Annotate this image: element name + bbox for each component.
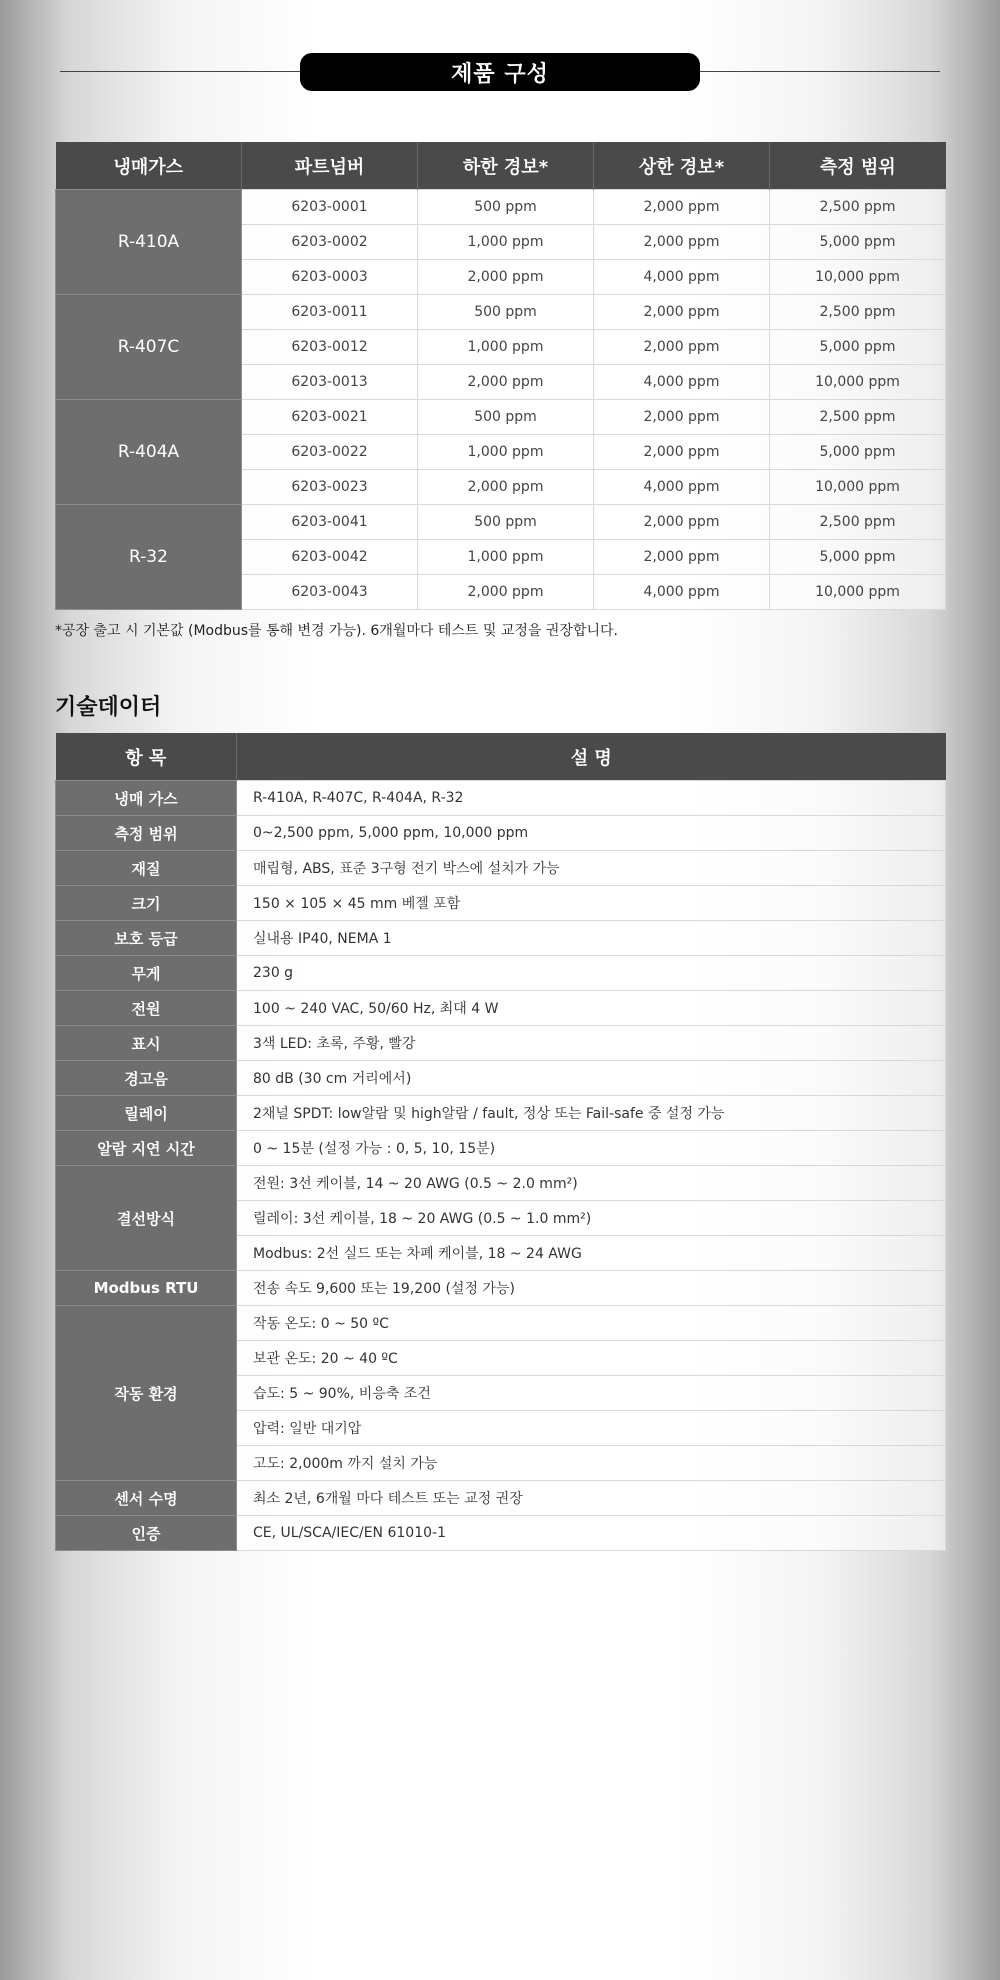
low-alarm-cell: 2,000 ppm — [418, 365, 594, 400]
low-alarm-cell: 1,000 ppm — [418, 330, 594, 365]
low-alarm-cell: 500 ppm — [418, 400, 594, 435]
gas-name-cell: R-410A — [56, 190, 242, 295]
table-row — [56, 190, 946, 225]
table-row — [56, 1061, 946, 1096]
low-alarm-cell: 500 ppm — [418, 295, 594, 330]
low-alarm-cell: 500 ppm — [418, 505, 594, 540]
table-row — [56, 886, 946, 921]
spec-value-cell: 실내용 IP40, NEMA 1 — [237, 921, 946, 956]
spec-label-cell: 보호 등급 — [56, 921, 237, 956]
table-row — [56, 400, 946, 435]
header-high-alarm: 상한 경보* — [594, 142, 770, 190]
part-number-cell: 6203-0042 — [242, 540, 418, 575]
header-description: 설 명 — [237, 733, 946, 781]
low-alarm-cell: 2,000 ppm — [418, 260, 594, 295]
low-alarm-cell: 1,000 ppm — [418, 435, 594, 470]
spec-value-cell: 고도: 2,000m 까지 설치 가능 — [237, 1446, 946, 1481]
spec-label-cell: 무게 — [56, 956, 237, 991]
part-number-cell: 6203-0003 — [242, 260, 418, 295]
table-row — [56, 1096, 946, 1131]
range-cell: 5,000 ppm — [770, 330, 946, 365]
spec-value-cell: R-410A, R-407C, R-404A, R-32 — [237, 781, 946, 816]
section-title: 제품 구성 — [300, 53, 700, 91]
high-alarm-cell: 2,000 ppm — [594, 400, 770, 435]
part-number-cell: 6203-0023 — [242, 470, 418, 505]
spec-label-cell: 측정 범위 — [56, 816, 237, 851]
high-alarm-cell: 2,000 ppm — [594, 330, 770, 365]
high-alarm-cell: 2,000 ppm — [594, 435, 770, 470]
high-alarm-cell: 2,000 ppm — [594, 505, 770, 540]
spec-value-cell: Modbus: 2선 실드 또는 차폐 케이블, 18 ~ 24 AWG — [237, 1236, 946, 1271]
table-row — [56, 1166, 946, 1201]
table-row — [56, 295, 946, 330]
range-cell: 2,500 ppm — [770, 295, 946, 330]
table-row — [56, 1271, 946, 1306]
spec-value-cell: 전원: 3선 케이블, 14 ~ 20 AWG (0.5 ~ 2.0 mm²) — [237, 1166, 946, 1201]
high-alarm-cell: 4,000 ppm — [594, 575, 770, 610]
parts-table — [55, 142, 946, 610]
spec-value-cell: 매립형, ABS, 표준 3구형 전기 박스에 설치가 가능 — [237, 851, 946, 886]
spec-value-cell: 150 × 105 × 45 mm 베젤 포함 — [237, 886, 946, 921]
range-cell: 10,000 ppm — [770, 365, 946, 400]
range-cell: 2,500 ppm — [770, 190, 946, 225]
table-row — [56, 851, 946, 886]
high-alarm-cell: 4,000 ppm — [594, 470, 770, 505]
table-row — [56, 1131, 946, 1166]
spec-value-cell: CE, UL/SCA/IEC/EN 61010-1 — [237, 1516, 946, 1551]
part-number-cell: 6203-0012 — [242, 330, 418, 365]
gas-name-cell: R-407C — [56, 295, 242, 400]
gas-name-cell: R-404A — [56, 400, 242, 505]
high-alarm-cell: 4,000 ppm — [594, 260, 770, 295]
table-row — [56, 1516, 946, 1551]
spec-label-cell: 경고음 — [56, 1061, 237, 1096]
spec-label-cell: 크기 — [56, 886, 237, 921]
range-cell: 5,000 ppm — [770, 540, 946, 575]
spec-label-cell: 릴레이 — [56, 1096, 237, 1131]
gas-name-cell: R-32 — [56, 505, 242, 610]
low-alarm-cell: 1,000 ppm — [418, 540, 594, 575]
header-part-number: 파트넘버 — [242, 142, 418, 190]
spec-label-cell: 작동 환경 — [56, 1306, 237, 1481]
table-row — [56, 1026, 946, 1061]
spec-value-cell: 습도: 5 ~ 90%, 비응축 조건 — [237, 1376, 946, 1411]
low-alarm-cell: 2,000 ppm — [418, 470, 594, 505]
spec-label-cell: 전원 — [56, 991, 237, 1026]
spec-label-cell: 냉매 가스 — [56, 781, 237, 816]
spec-label-cell: Modbus RTU — [56, 1271, 237, 1306]
low-alarm-cell: 500 ppm — [418, 190, 594, 225]
part-number-cell: 6203-0041 — [242, 505, 418, 540]
part-number-cell: 6203-0001 — [242, 190, 418, 225]
low-alarm-cell: 2,000 ppm — [418, 575, 594, 610]
tech-section-title: 기술데이터 — [55, 695, 162, 720]
spec-value-cell: 100 ~ 240 VAC, 50/60 Hz, 최대 4 W — [237, 991, 946, 1026]
header-range: 측정 범위 — [770, 142, 946, 190]
high-alarm-cell: 2,000 ppm — [594, 540, 770, 575]
high-alarm-cell: 2,000 ppm — [594, 295, 770, 330]
footnote: *공장 출고 시 기본값 (Modbus를 통해 변경 가능). 6개월마다 테스트 및 교정을 권장합니다. — [55, 623, 618, 639]
part-number-cell: 6203-0011 — [242, 295, 418, 330]
spec-value-cell: 0 ~ 15분 (설정 가능 : 0, 5, 10, 15분) — [237, 1131, 946, 1166]
spec-label-cell: 표시 — [56, 1026, 237, 1061]
high-alarm-cell: 4,000 ppm — [594, 365, 770, 400]
spec-value-cell: 전송 속도 9,600 또는 19,200 (설정 가능) — [237, 1271, 946, 1306]
range-cell: 2,500 ppm — [770, 505, 946, 540]
table-row — [56, 1306, 946, 1341]
spec-value-cell: 80 dB (30 cm 거리에서) — [237, 1061, 946, 1096]
spec-label-cell: 센서 수명 — [56, 1481, 237, 1516]
range-cell: 2,500 ppm — [770, 400, 946, 435]
range-cell: 5,000 ppm — [770, 225, 946, 260]
high-alarm-cell: 2,000 ppm — [594, 225, 770, 260]
spec-label-cell: 인증 — [56, 1516, 237, 1551]
spec-value-cell: 보관 온도: 20 ~ 40 ºC — [237, 1341, 946, 1376]
spec-value-cell: 0~2,500 ppm, 5,000 ppm, 10,000 ppm — [237, 816, 946, 851]
part-number-cell: 6203-0021 — [242, 400, 418, 435]
spec-value-cell: 압력: 일반 대기압 — [237, 1411, 946, 1446]
table-row — [56, 956, 946, 991]
spec-value-cell: 작동 온도: 0 ~ 50 ºC — [237, 1306, 946, 1341]
table-row — [56, 781, 946, 816]
spec-value-cell: 릴레이: 3선 케이블, 18 ~ 20 AWG (0.5 ~ 1.0 mm²) — [237, 1201, 946, 1236]
spec-label-cell: 재질 — [56, 851, 237, 886]
table-row — [56, 921, 946, 956]
table-row — [56, 505, 946, 540]
range-cell: 5,000 ppm — [770, 435, 946, 470]
spec-value-cell: 2채널 SPDT: low알람 및 high알람 / fault, 정상 또는 Fail-safe 중 설정 가능 — [237, 1096, 946, 1131]
range-cell: 10,000 ppm — [770, 575, 946, 610]
spec-label-cell: 알람 지연 시간 — [56, 1131, 237, 1166]
high-alarm-cell: 2,000 ppm — [594, 190, 770, 225]
part-number-cell: 6203-0002 — [242, 225, 418, 260]
header-low-alarm: 하한 경보* — [418, 142, 594, 190]
spec-label-cell: 결선방식 — [56, 1166, 237, 1271]
section-header — [60, 52, 940, 92]
header-item: 항 목 — [56, 733, 237, 781]
part-number-cell: 6203-0013 — [242, 365, 418, 400]
part-number-cell: 6203-0022 — [242, 435, 418, 470]
spec-value-cell: 230 g — [237, 956, 946, 991]
spec-value-cell: 3색 LED: 초록, 주황, 빨강 — [237, 1026, 946, 1061]
spec-value-cell: 최소 2년, 6개월 마다 테스트 또는 교정 권장 — [237, 1481, 946, 1516]
parts-table-header-row — [56, 142, 946, 190]
table-row — [56, 816, 946, 851]
table-row — [56, 991, 946, 1026]
tech-table — [55, 733, 946, 1551]
range-cell: 10,000 ppm — [770, 260, 946, 295]
header-gas: 냉매가스 — [56, 142, 242, 190]
range-cell: 10,000 ppm — [770, 470, 946, 505]
table-row — [56, 1481, 946, 1516]
tech-table-header-row — [56, 733, 946, 781]
low-alarm-cell: 1,000 ppm — [418, 225, 594, 260]
part-number-cell: 6203-0043 — [242, 575, 418, 610]
